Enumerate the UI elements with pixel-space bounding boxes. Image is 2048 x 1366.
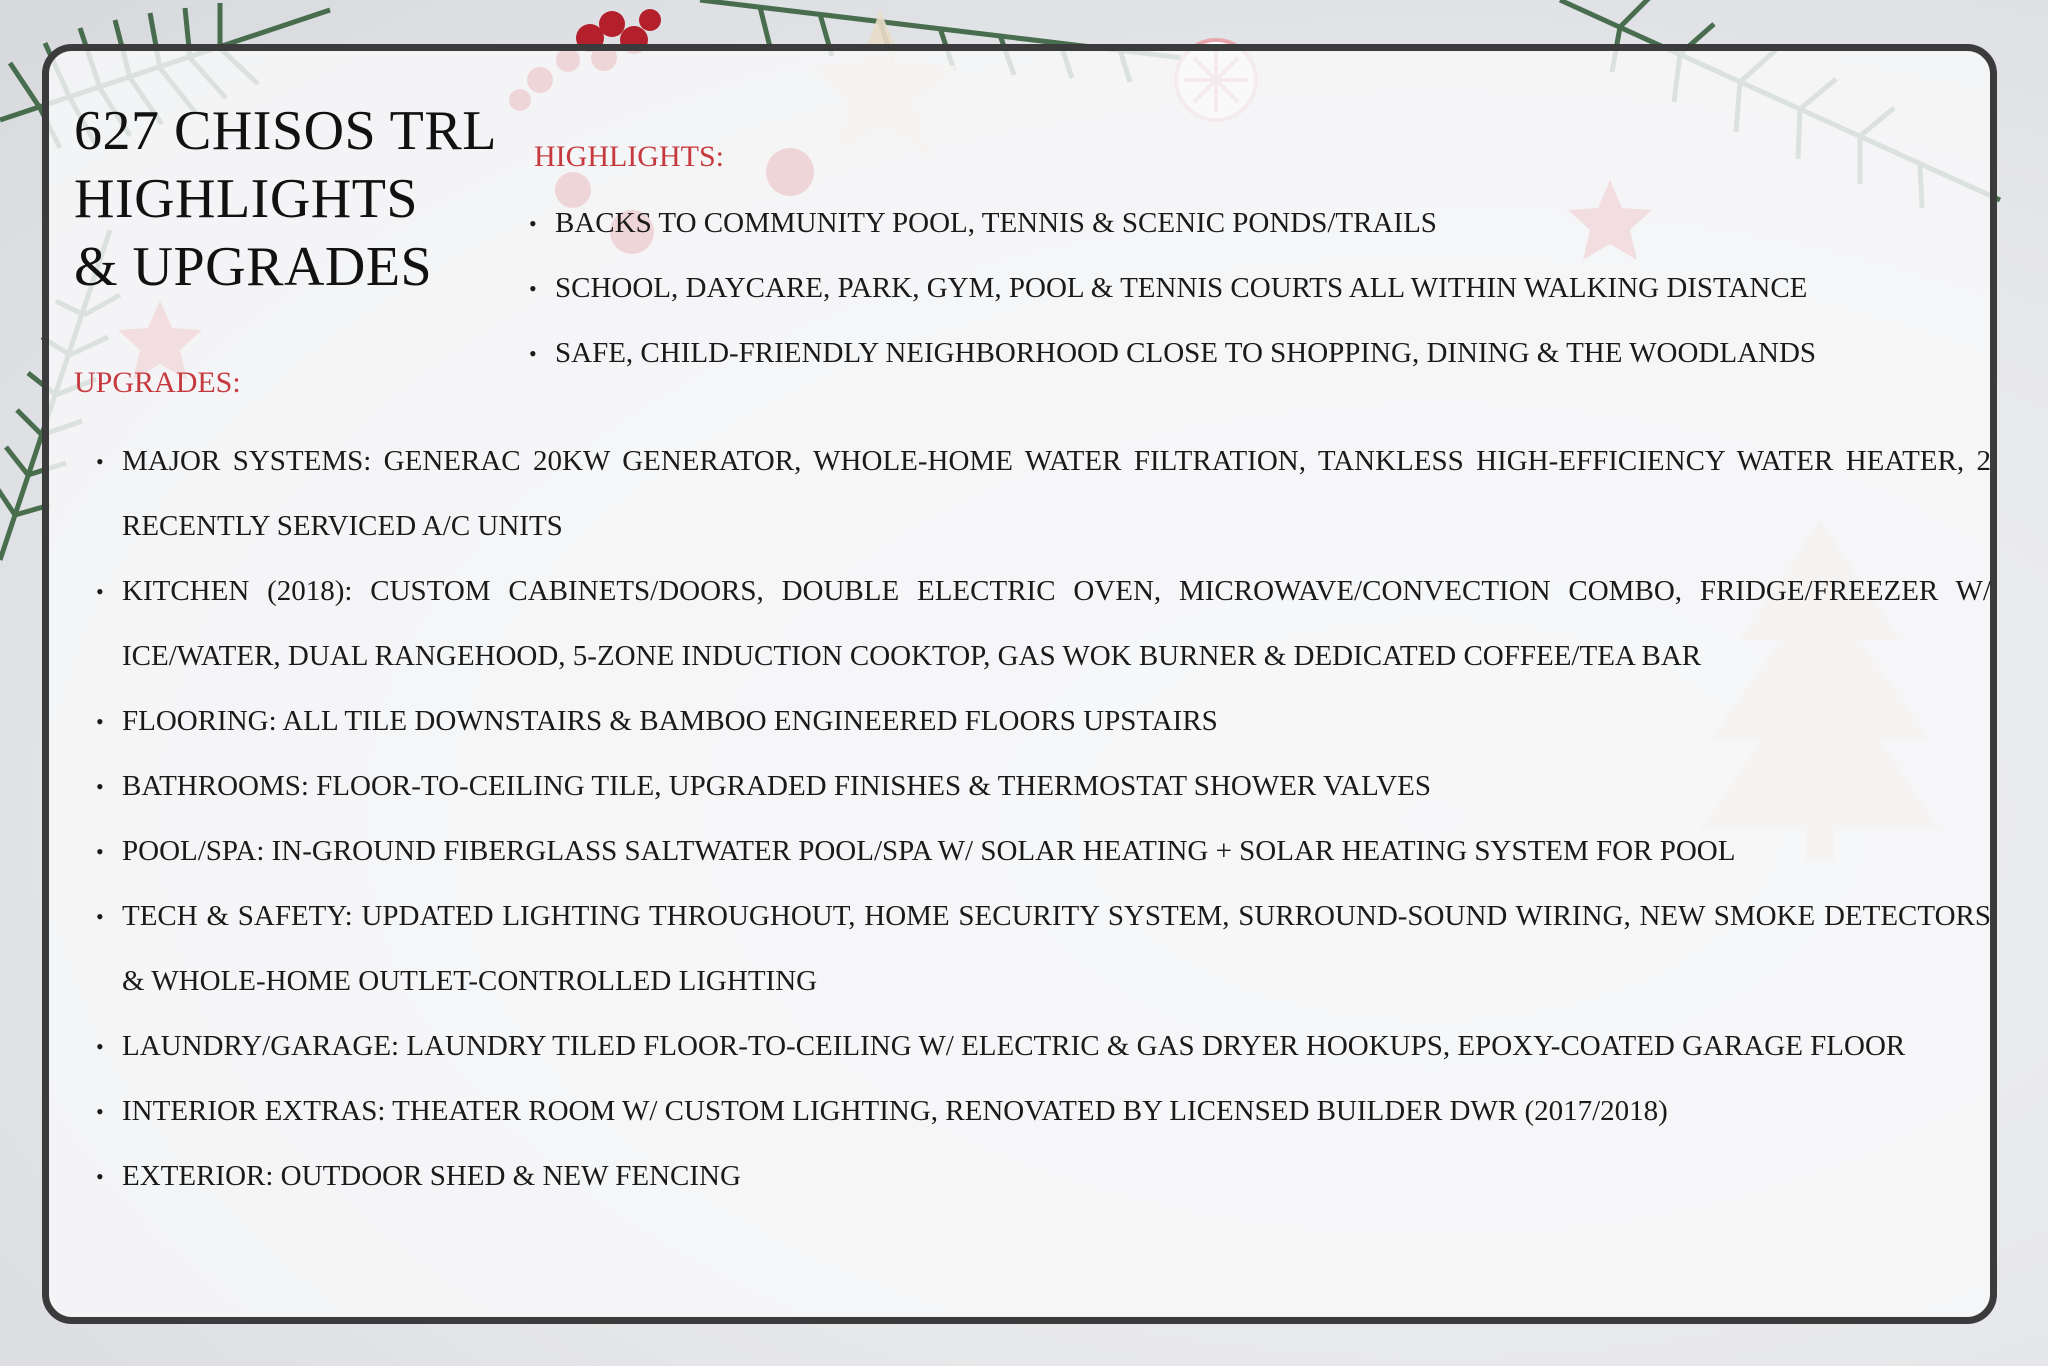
page-title [74,97,534,301]
list-item [96,819,1991,884]
bullet-icon: • [96,449,104,474]
list-item [96,1079,1991,1144]
bullet-icon: • [96,579,104,604]
bullet-icon: • [529,341,537,366]
upgrade-text: BATHROOMS: FLOOR-TO-CEILING TILE, UPGRADED FINISHES & THERMOSTAT SHOWER VALVES [122,770,1431,802]
upgrade-text: KITCHEN (2018): CUSTOM CABINETS/DOORS, DOUBLE ELECTRIC OVEN, MICROWAVE/CONVECTION COMBO, FRIDGE/FREEZER W/ ICE/WATER, DUAL RANGEHOOD, 5-ZONE INDUCTION COOKTOP, GAS WOK BURNER & DEDICATED COFFEE/TEA BAR [122,575,1991,672]
upgrades-heading: UPGRADES: [74,366,241,399]
title-line-upgrades: & UPGRADES [74,236,433,298]
upgrade-text: LAUNDRY/GARAGE: LAUNDRY TILED FLOOR-TO-CEILING W/ ELECTRIC & GAS DRYER HOOKUPS, EPOXY-COATED GARAGE FLOOR [122,1030,1906,1062]
bullet-icon: • [529,276,537,301]
highlights-heading: HIGHLIGHTS: [534,140,724,173]
list-item [529,321,1999,386]
list-item [96,559,1991,689]
bullet-icon: • [96,1099,104,1124]
list-item [96,689,1991,754]
list-item [529,191,1999,256]
upgrade-text: MAJOR SYSTEMS: GENERAC 20KW GENERATOR, WHOLE-HOME WATER FILTRATION, TANKLESS HIGH-EFFICIENCY WATER HEATER, 2 RECENTLY SERVICED A/C UNITS [122,445,1991,542]
list-item [96,884,1991,1014]
highlight-text: SAFE, CHILD-FRIENDLY NEIGHBORHOOD CLOSE TO SHOPPING, DINING & THE WOODLANDS [555,337,1817,369]
bullet-icon: • [96,839,104,864]
title-address: 627 CHISOS TRL [74,100,497,162]
upgrade-text: FLOORING: ALL TILE DOWNSTAIRS & BAMBOO ENGINEERED FLOORS UPSTAIRS [122,705,1218,737]
upgrade-text: TECH & SAFETY: UPDATED LIGHTING THROUGHOUT, HOME SECURITY SYSTEM, SURROUND-SOUND WIRING, NEW SMOKE DETECTORS & WHOLE-HOME OUTLET-CONTROLLED LIGHTING [122,900,1991,997]
upgrade-text: POOL/SPA: IN-GROUND FIBERGLASS SALTWATER POOL/SPA W/ SOLAR HEATING + SOLAR HEATING SYSTEM FOR POOL [122,835,1736,867]
list-item [96,1014,1991,1079]
bullet-icon: • [96,1164,104,1189]
highlights-list [529,191,1999,386]
highlight-text: SCHOOL, DAYCARE, PARK, GYM, POOL & TENNIS COURTS ALL WITHIN WALKING DISTANCE [555,272,1808,304]
upgrades-list [96,429,1991,1209]
bullet-icon: • [96,774,104,799]
list-item [96,1144,1991,1209]
upgrade-text: INTERIOR EXTRAS: THEATER ROOM W/ CUSTOM LIGHTING, RENOVATED BY LICENSED BUILDER DWR (2017/2018) [122,1095,1668,1127]
bullet-icon: • [96,1034,104,1059]
bullet-icon: • [529,211,537,236]
highlights-card [42,44,1997,1324]
list-item [96,429,1991,559]
highlight-text: BACKS TO COMMUNITY POOL, TENNIS & SCENIC PONDS/TRAILS [555,207,1437,239]
bullet-icon: • [96,709,104,734]
title-line-highlights: HIGHLIGHTS [74,168,419,230]
bullet-icon: • [96,904,104,929]
upgrade-text: EXTERIOR: OUTDOOR SHED & NEW FENCING [122,1160,741,1192]
list-item [529,256,1999,321]
list-item [96,754,1991,819]
